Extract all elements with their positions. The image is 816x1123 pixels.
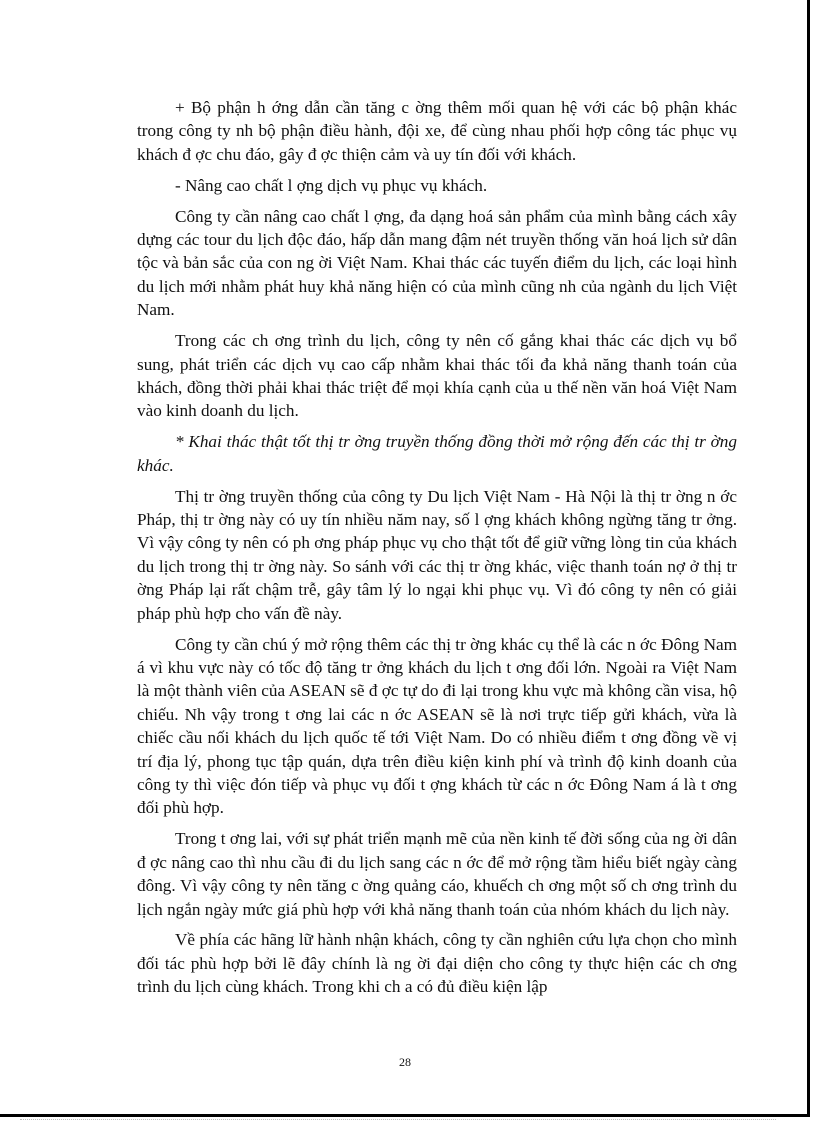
paragraph-3: Công ty cần nâng cao chất l ợng, đa dạng hoá sản phẩm của mình bằng cách xây dựng các tour du lịch độc đáo, hấp dẫn mang đậm nét truyền thống văn hoá lịch sử dân tộc và bản sắc của con ng ời Việt Nam. Khai thác các tuyến điểm du lịch, các loại hình du lịch mới nhằm phát huy khả năng hiện có của mình cũng nh của ngành du lịch Việt Nam.: [137, 206, 737, 320]
paragraph-6: Thị tr ờng truyền thống của công ty Du lịch Việt Nam - Hà Nội là thị tr ờng n ớc Pháp, thị tr ờng này có uy tín nhiều năm nay, số l ợng khách không ngừng tăng tr ởng. Vì vậy công ty nên có ph ơng pháp phục vụ cho thật tốt để giữ vững lòng tin của khách du lịch trong thị tr ờng này. So sánh với các thị tr ờng khác, việc thanh toán nợ ở thị tr ờng Pháp lại rất chậm trễ, gây tâm lý lo ngại khi phục vụ. Vì đó công ty nên có giải pháp phù hợp cho vấn đề này.: [137, 486, 737, 623]
page-number: 28: [399, 1055, 411, 1069]
paragraph-4: Trong các ch ơng trình du lịch, công ty nên cố gắng khai thác các dịch vụ bổ sung, phát triển các dịch vụ cao cấp nhằm khai thác tối đa khả năng thanh toán của khách, đồng thời phải khai thác triệt để mọi khía cạnh của u thế nền văn hoá Việt Nam vào kinh doanh du lịch.: [137, 331, 737, 421]
paragraph-8: Trong t ơng lai, với sự phát triển mạnh mẽ của nền kinh tế đời sống của ng ời dân đ ợc nâng cao thì nhu cầu đi du lịch sang các n ớc để mở rộng tầm hiểu biết ngày càng đông. Vì vậy công ty nên tăng c ờng quảng cáo, khuếch ch ơng một số ch ơng trình du lịch ngắn ngày mức giá phù hợp với khả năng thanh toán của nhóm khách du lịch này.: [137, 829, 737, 919]
paragraph-7: Công ty cần chú ý mở rộng thêm các thị tr ờng khác cụ thể là các n ớc Đông Nam á vì khu vực này có tốc độ tăng tr ởng khách du lịch t ơng đối lớn. Ngoài ra Việt Nam là một thành viên của ASEAN sẽ đ ợc tự do đi lại trong khu vực mà không cần visa, hộ chiếu. Nh vậy trong t ơng lai các n ớc ASEAN sẽ là nơi trực tiếp gửi khách, vừa là chiếc cầu nối khách du lịch quốc tế tới Việt Nam. Do có nhiều điểm t ơng đồng về vị trí địa lý, phong tục tập quán, dựa trên điều kiện kinh phí và trình độ kinh doanh của công ty thì việc đón tiếp và phục vụ đối t ợng khách từ các n ớc Đông Nam á là t ơng đối phù hợp.: [137, 634, 737, 818]
document-body: [137, 96, 737, 1006]
section-heading: * Khai thác thật tốt thị tr ờng truyền thống đồng thời mở rộng đến các thị tr ờng khác.: [137, 432, 737, 475]
footer-divider: [20, 1119, 776, 1120]
paragraph-1: + Bộ phận h ớng dẫn cần tăng c ờng thêm mối quan hệ với các bộ phận khác trong công ty nh bộ phận điều hành, đội xe, để cùng nhau phối hợp công tác phục vụ khách đ ợc chu đáo, gây đ ợc thiện cảm và uy tín đối với khách.: [137, 98, 737, 164]
paragraph-2: - Nâng cao chất l ợng dịch vụ phục vụ khách.: [175, 175, 488, 195]
paragraph-9: Về phía các hãng lữ hành nhận khách, công ty cần nghiên cứu lựa chọn cho mình đối tác phù hợp bởi lẽ đây chính là ng ời đại diện cho công ty thực hiện các ch ơng trình du lịch cùng khách. Trong khi ch a có đủ điều kiện lập: [137, 930, 737, 997]
